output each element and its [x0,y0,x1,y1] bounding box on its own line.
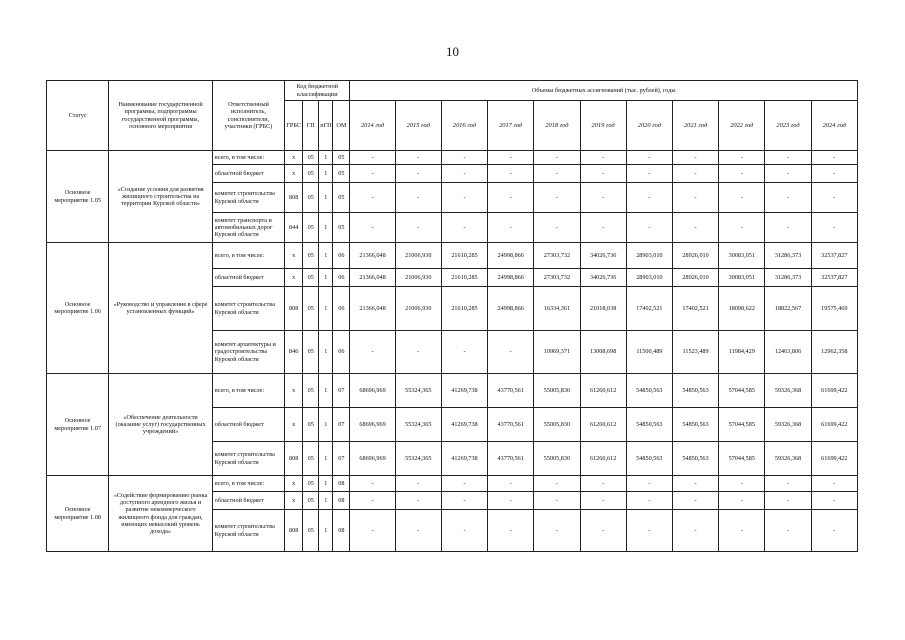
value-cell: - [395,510,441,552]
om-cell: 08 [333,476,350,492]
header-year: 2016 год [441,101,487,151]
gp-cell: 05 [303,510,319,552]
grbs-cell: 808 [285,510,303,552]
value-cell: - [534,151,580,165]
value-cell: - [811,213,857,243]
value-cell: - [488,331,534,374]
value-cell: 61699,422 [811,374,857,408]
grbs-cell: х [285,374,303,408]
value-cell: 17402,521 [672,287,718,331]
status-cell: Основное мероприятие 1.08 [47,476,109,552]
value-cell: 55324,365 [395,408,441,442]
value-cell: - [580,510,626,552]
value-cell: - [350,151,395,165]
om-cell: 07 [333,408,350,442]
value-cell: - [811,492,857,510]
grbs-cell: х [285,151,303,165]
value-cell: 27303,732 [534,269,580,287]
value-cell: 27303,732 [534,243,580,269]
value-cell: 21610,285 [441,269,487,287]
om-cell: 05 [333,183,350,213]
value-cell: - [811,183,857,213]
value-cell: 57044,585 [719,442,765,476]
value-cell: - [534,183,580,213]
header-year: 2018 год [534,101,580,151]
program-name-cell: «Создание условия для развития жилищного строительства на территории Курской области» [109,151,213,243]
value-cell: - [672,183,718,213]
value-cell: 57044,585 [719,408,765,442]
pgp-cell: 1 [319,408,333,442]
value-cell: 10969,371 [534,331,580,374]
value-cell: 55324,365 [395,374,441,408]
value-cell: 43770,561 [488,442,534,476]
om-cell: 05 [333,151,350,165]
value-cell: 43770,561 [488,374,534,408]
value-cell: 12962,358 [811,331,857,374]
value-cell: - [488,151,534,165]
table-row [47,374,858,408]
value-cell: 13008,698 [580,331,626,374]
value-cell: 61260,612 [580,374,626,408]
value-cell: - [488,165,534,183]
value-cell: 55005,830 [534,374,580,408]
value-cell: - [765,165,811,183]
value-cell: - [626,213,672,243]
header-year: 2019 год [580,101,626,151]
value-cell: - [488,183,534,213]
header-name: Наименование государственной программы, подпрограммы государственной программы, основного мероприятия [109,81,213,151]
pgp-cell: 1 [319,510,333,552]
value-cell: - [672,510,718,552]
executor-cell: комитет строительства Курской области [212,510,284,552]
grbs-cell: 808 [285,442,303,476]
header-code: Код бюджетной классификации [285,81,350,101]
header-year: 2021 год [672,101,718,151]
value-cell: 41269,738 [441,442,487,476]
grbs-cell: х [285,269,303,287]
gp-cell: 05 [303,151,319,165]
value-cell: 55005,830 [534,442,580,476]
grbs-cell: 846 [285,331,303,374]
value-cell: 32537,827 [811,243,857,269]
value-cell: - [580,183,626,213]
value-cell: 21006,930 [395,243,441,269]
value-cell: 68696,969 [350,442,395,476]
grbs-cell: 808 [285,287,303,331]
value-cell: - [765,151,811,165]
value-cell: - [395,183,441,213]
value-cell: 54850,563 [672,374,718,408]
status-cell: Основное мероприятие 1.06 [47,243,109,374]
pgp-cell: 1 [319,374,333,408]
header-volumes: Объемы бюджетных ассигнований (тыс. рублей), годы [350,81,858,101]
header-year: 2014 год [350,101,395,151]
value-cell: - [441,213,487,243]
executor-cell: областной бюджет [212,408,284,442]
value-cell: - [765,213,811,243]
value-cell: - [350,331,395,374]
value-cell: - [441,183,487,213]
value-cell: 18098,622 [719,287,765,331]
value-cell: - [719,151,765,165]
value-cell: - [350,183,395,213]
page-number: 10 [446,44,459,59]
value-cell: - [626,510,672,552]
value-cell: - [672,213,718,243]
value-cell: 30083,051 [719,269,765,287]
value-cell: - [441,510,487,552]
value-cell: 11523,489 [672,331,718,374]
value-cell: 34026,736 [580,243,626,269]
pgp-cell: 1 [319,151,333,165]
value-cell: - [719,510,765,552]
value-cell: - [580,213,626,243]
header-executor: Ответственный исполнитель, соисполнители, участники (ГРБС) [212,81,284,151]
value-cell: 61260,612 [580,442,626,476]
program-name-cell: «Обеспечение деятельности (оказание услуг) государственных учреждений» [109,374,213,476]
executor-cell: областной бюджет [212,269,284,287]
gp-cell: 05 [303,213,319,243]
value-cell: - [488,213,534,243]
om-cell: 07 [333,374,350,408]
value-cell: - [441,492,487,510]
budget-table [46,80,858,552]
pgp-cell: 1 [319,243,333,269]
value-cell: 24998,866 [488,269,534,287]
value-cell: - [580,476,626,492]
value-cell: - [350,213,395,243]
program-name-cell: «Содействие формированию рынка доступного арендного жилья и развитие некоммерческого жилищного фонда для граждан, имеющих невысокий уровень дохода» [109,476,213,552]
pgp-cell: 1 [319,269,333,287]
value-cell: - [811,510,857,552]
executor-cell: областной бюджет [212,165,284,183]
value-cell: - [488,476,534,492]
value-cell: - [672,492,718,510]
value-cell: 43770,561 [488,408,534,442]
om-cell: 06 [333,331,350,374]
value-cell: - [395,151,441,165]
gp-cell: 05 [303,287,319,331]
value-cell: - [811,476,857,492]
value-cell: 21006,930 [395,269,441,287]
om-cell: 05 [333,213,350,243]
value-cell: 24998,866 [488,287,534,331]
value-cell: 68696,969 [350,408,395,442]
value-cell: 54850,563 [672,408,718,442]
value-cell: 41269,738 [441,374,487,408]
header-year: 2023 год [765,101,811,151]
table-header [47,81,858,151]
value-cell: 54850,563 [626,374,672,408]
executor-cell: комитет строительства Курской области [212,442,284,476]
header-pgp: пГП [319,101,333,151]
value-cell: 16334,361 [534,287,580,331]
header-status: Статус [47,81,109,151]
value-cell: - [719,183,765,213]
table-row [47,151,858,165]
value-cell: 19575,469 [811,287,857,331]
value-cell: 54850,563 [672,442,718,476]
executor-cell: всего, в том числе: [212,374,284,408]
om-cell: 07 [333,442,350,476]
value-cell: - [534,213,580,243]
value-cell: 18822,567 [765,287,811,331]
om-cell: 08 [333,510,350,552]
pgp-cell: 1 [319,183,333,213]
value-cell: - [765,183,811,213]
executor-cell: комитет строительства Курской области [212,287,284,331]
value-cell: 30083,051 [719,243,765,269]
value-cell: - [395,213,441,243]
value-cell: 17402,521 [626,287,672,331]
value-cell: - [672,151,718,165]
value-cell: - [719,492,765,510]
pgp-cell: 1 [319,331,333,374]
value-cell: 21006,930 [395,287,441,331]
executor-cell: всего, в том числе: [212,151,284,165]
value-cell: - [350,476,395,492]
value-cell: - [626,165,672,183]
value-cell: - [672,476,718,492]
value-cell: - [672,165,718,183]
value-cell: - [395,492,441,510]
header-grbs: ГРБС [285,101,303,151]
grbs-cell: х [285,243,303,269]
value-cell: 11500,489 [626,331,672,374]
value-cell: - [534,476,580,492]
value-cell: - [350,165,395,183]
grbs-cell: 844 [285,213,303,243]
value-cell: - [534,510,580,552]
pgp-cell: 1 [319,476,333,492]
table-row [47,476,858,492]
value-cell: 61260,612 [580,408,626,442]
value-cell: 61699,422 [811,408,857,442]
value-cell: 68696,969 [350,374,395,408]
value-cell: - [350,492,395,510]
value-cell: - [811,165,857,183]
gp-cell: 05 [303,374,319,408]
value-cell: 31286,373 [765,269,811,287]
header-year: 2015 год [395,101,441,151]
value-cell: - [719,476,765,492]
value-cell: - [395,331,441,374]
value-cell: 21366,048 [350,243,395,269]
value-cell: - [719,213,765,243]
value-cell: 11984,429 [719,331,765,374]
grbs-cell: х [285,408,303,442]
gp-cell: 05 [303,442,319,476]
value-cell: - [626,476,672,492]
value-cell: 21610,285 [441,287,487,331]
executor-cell: всего, в том числе: [212,243,284,269]
pgp-cell: 1 [319,165,333,183]
pgp-cell: 1 [319,213,333,243]
header-year: 2024 год [811,101,857,151]
gp-cell: 05 [303,243,319,269]
value-cell: 61699,422 [811,442,857,476]
grbs-cell: х [285,492,303,510]
value-cell: - [580,165,626,183]
om-cell: 08 [333,492,350,510]
value-cell: 59326,368 [765,408,811,442]
value-cell: - [488,492,534,510]
value-cell: 32537,827 [811,269,857,287]
om-cell: 05 [333,165,350,183]
value-cell: - [534,492,580,510]
gp-cell: 05 [303,183,319,213]
gp-cell: 05 [303,476,319,492]
value-cell: 28903,010 [626,243,672,269]
om-cell: 06 [333,287,350,331]
grbs-cell: 808 [285,183,303,213]
value-cell: 12463,806 [765,331,811,374]
gp-cell: 05 [303,269,319,287]
table-body [47,151,858,552]
value-cell: - [765,476,811,492]
executor-cell: всего, в том числе: [212,476,284,492]
value-cell: 21610,285 [441,243,487,269]
value-cell: 21366,048 [350,287,395,331]
header-year: 2020 год [626,101,672,151]
header-om: ОМ [333,101,350,151]
value-cell: - [441,331,487,374]
table-row [47,243,858,269]
value-cell: 28903,010 [626,269,672,287]
value-cell: 34026,736 [580,269,626,287]
gp-cell: 05 [303,408,319,442]
value-cell: 24998,866 [488,243,534,269]
grbs-cell: х [285,165,303,183]
program-name-cell: «Руководство и управление в сфере установленных функций» [109,243,213,374]
value-cell: 28926,010 [672,243,718,269]
value-cell: 21366,048 [350,269,395,287]
pgp-cell: 1 [319,287,333,331]
value-cell: 41269,738 [441,408,487,442]
value-cell: - [765,492,811,510]
value-cell: - [626,151,672,165]
value-cell: - [441,151,487,165]
executor-cell: комитет транспорта и автомобильных дорог Курской области [212,213,284,243]
grbs-cell: х [285,476,303,492]
value-cell: 55324,365 [395,442,441,476]
value-cell: - [441,165,487,183]
value-cell: - [441,476,487,492]
header-year: 2022 год [719,101,765,151]
value-cell: - [395,165,441,183]
om-cell: 06 [333,243,350,269]
value-cell: - [580,492,626,510]
executor-cell: комитет строительства Курской области [212,183,284,213]
value-cell: 59326,368 [765,374,811,408]
value-cell: - [765,510,811,552]
value-cell: 54850,563 [626,408,672,442]
status-cell: Основное мероприятие 1.07 [47,374,109,476]
pgp-cell: 1 [319,492,333,510]
value-cell: 54850,563 [626,442,672,476]
value-cell: 59326,368 [765,442,811,476]
value-cell: - [580,151,626,165]
value-cell: - [719,165,765,183]
executor-cell: комитет архитектуры и градостроительства Курской области [212,331,284,374]
value-cell: - [395,476,441,492]
om-cell: 06 [333,269,350,287]
value-cell: - [488,510,534,552]
header-gp: ГП [303,101,319,151]
value-cell: 31286,373 [765,243,811,269]
value-cell: 21018,038 [580,287,626,331]
gp-cell: 05 [303,165,319,183]
value-cell: - [811,151,857,165]
value-cell: - [534,165,580,183]
header-year: 2017 год [488,101,534,151]
status-cell: Основное мероприятие 1.05 [47,151,109,243]
executor-cell: областной бюджет [212,492,284,510]
value-cell: 28926,010 [672,269,718,287]
pgp-cell: 1 [319,442,333,476]
value-cell: 57044,585 [719,374,765,408]
value-cell: 55005,830 [534,408,580,442]
value-cell: - [626,183,672,213]
value-cell: - [350,510,395,552]
value-cell: - [626,492,672,510]
gp-cell: 05 [303,331,319,374]
gp-cell: 05 [303,492,319,510]
